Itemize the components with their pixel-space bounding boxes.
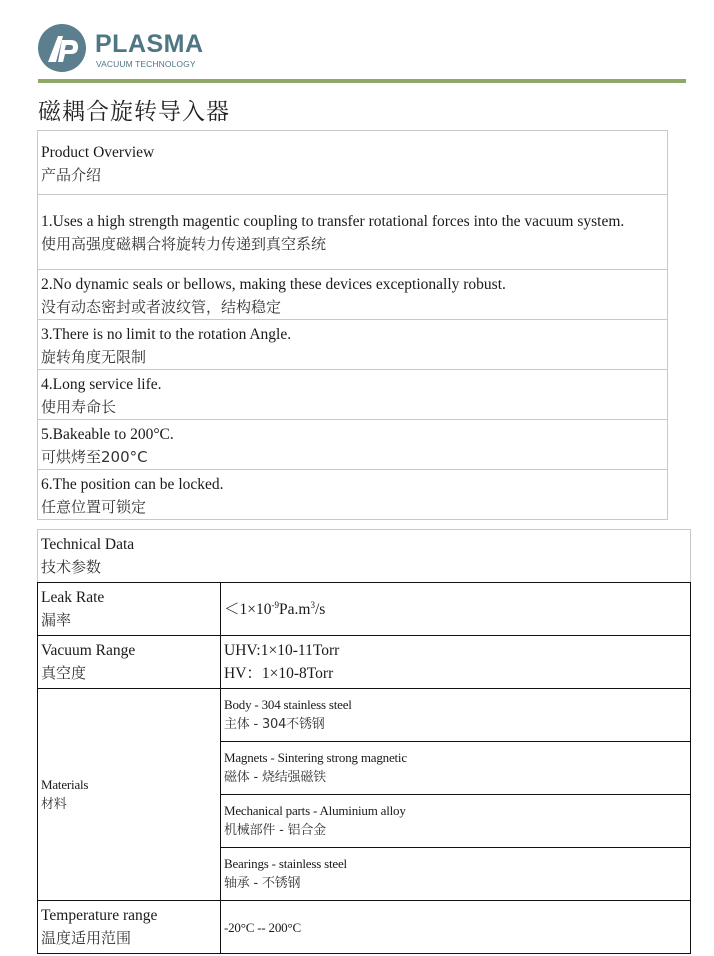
material-item — [221, 742, 691, 795]
page-title: 磁耦合旋转导入器 — [38, 99, 230, 125]
header-divider — [38, 79, 686, 83]
overview-item-cn: 旋转角度无限制 — [41, 347, 147, 366]
overview-item-row — [38, 470, 668, 520]
overview-item-en: 2.No dynamic seals or bellows, making these devices exceptionally robust. — [41, 275, 506, 293]
overview-item-en: 4.Long service life. — [41, 375, 162, 393]
brand-tagline: VACUUM TECHNOLOGY — [96, 59, 196, 69]
overview-header-cn: 产品介绍 — [41, 165, 102, 184]
materials-row — [38, 689, 691, 742]
tech-header-en: Technical Data — [41, 536, 135, 553]
overview-item-cn: 使用寿命长 — [41, 397, 117, 416]
overview-item-en: 5.Bakeable to 200°C. — [41, 425, 174, 443]
material-item — [221, 795, 691, 848]
overview-header-row — [38, 131, 668, 195]
vacuum-range-row — [38, 636, 691, 689]
material-item-cn: 轴承 - 不锈钢 — [224, 876, 301, 891]
materials-label-cn: 材料 — [41, 796, 67, 812]
overview-item-row — [38, 420, 668, 470]
leak-rate-suffix: /s — [314, 600, 326, 618]
overview-item-row — [38, 270, 668, 320]
overview-item-cell — [38, 470, 668, 520]
tech-header-cn: 技术参数 — [41, 558, 102, 576]
vacuum-range-value — [221, 636, 691, 689]
materials-label-en: Materials — [41, 776, 89, 792]
leak-rate-unit: Pa.m — [279, 600, 311, 618]
temperature-label-cn: 温度适用范围 — [41, 929, 132, 947]
product-overview-table — [37, 130, 668, 520]
leak-rate-row — [38, 583, 691, 636]
materials-label-cell — [38, 689, 221, 901]
material-item-cn: 主体 - 304不锈钢 — [224, 717, 325, 732]
temperature-label-cell — [38, 901, 221, 954]
material-item-en: Body - 304 stainless steel — [224, 697, 352, 712]
tech-header-row — [38, 530, 691, 583]
overview-item-en: 6.The position can be locked. — [41, 475, 224, 493]
leak-rate-label-en: Leak Rate — [41, 589, 105, 606]
overview-item-cell — [38, 370, 668, 420]
material-item — [221, 689, 691, 742]
leak-rate-prefix: ＜1×10 — [224, 600, 272, 618]
overview-header-cell — [38, 131, 668, 195]
technical-data-table — [37, 529, 691, 954]
material-item — [221, 848, 691, 901]
temperature-value — [221, 901, 691, 954]
vacuum-range-label-en: Vacuum Range — [41, 642, 136, 659]
vacuum-range-label-cell — [38, 636, 221, 689]
vacuum-range-label-cn: 真空度 — [41, 664, 87, 682]
overview-item-cell — [38, 270, 668, 320]
vacuum-range-hv: HV：1×10-8Torr — [224, 665, 334, 682]
overview-item-row — [38, 370, 668, 420]
overview-item-en: 3.There is no limit to the rotation Angle. — [41, 325, 292, 343]
vacuum-range-uhv: UHV:1×10-11Torr — [224, 642, 340, 659]
overview-item-cell — [38, 195, 668, 270]
leak-rate-exponent: -9 — [271, 599, 279, 610]
overview-item-row — [38, 320, 668, 370]
brand-logo — [38, 24, 204, 76]
leak-rate-label-cn: 漏率 — [41, 611, 72, 629]
overview-item-cell — [38, 420, 668, 470]
leak-rate-label-cell — [38, 583, 221, 636]
material-item-en: Magnets - Sintering strong magnetic — [224, 750, 407, 765]
temperature-row — [38, 901, 691, 954]
brand-name: PLASMA — [95, 30, 204, 58]
tech-header-cell — [38, 530, 691, 583]
leak-rate-unit-exponent: 3 — [310, 599, 315, 610]
overview-item-cn: 任意位置可锁定 — [41, 497, 147, 516]
plasma-logo-icon — [38, 24, 86, 72]
overview-item-cell — [38, 320, 668, 370]
material-item-en: Mechanical parts - Aluminium alloy — [224, 803, 406, 818]
leak-rate-value — [221, 583, 691, 636]
overview-item-row — [38, 195, 668, 270]
temperature-label-en: Temperature range — [41, 907, 158, 924]
overview-item-cn: 使用高强度磁耦合将旋转力传递到真空系统 — [41, 235, 327, 253]
material-item-en: Bearings - stainless steel — [224, 856, 347, 871]
overview-header-en: Product Overview — [41, 143, 155, 161]
overview-item-cn: 没有动态密封或者波纹管，结构稳定 — [41, 297, 282, 316]
material-item-cn: 磁体 - 烧结强磁铁 — [224, 770, 326, 785]
material-item-cn: 机械部件 - 铝合金 — [224, 823, 326, 838]
temperature-value-text: -20°C -- 200°C — [224, 919, 301, 935]
overview-item-en: 1.Uses a high strength magentic coupling to transfer rotational forces into the vacuum system. — [41, 213, 625, 230]
overview-item-cn: 可烘烤至200°C — [41, 447, 148, 466]
